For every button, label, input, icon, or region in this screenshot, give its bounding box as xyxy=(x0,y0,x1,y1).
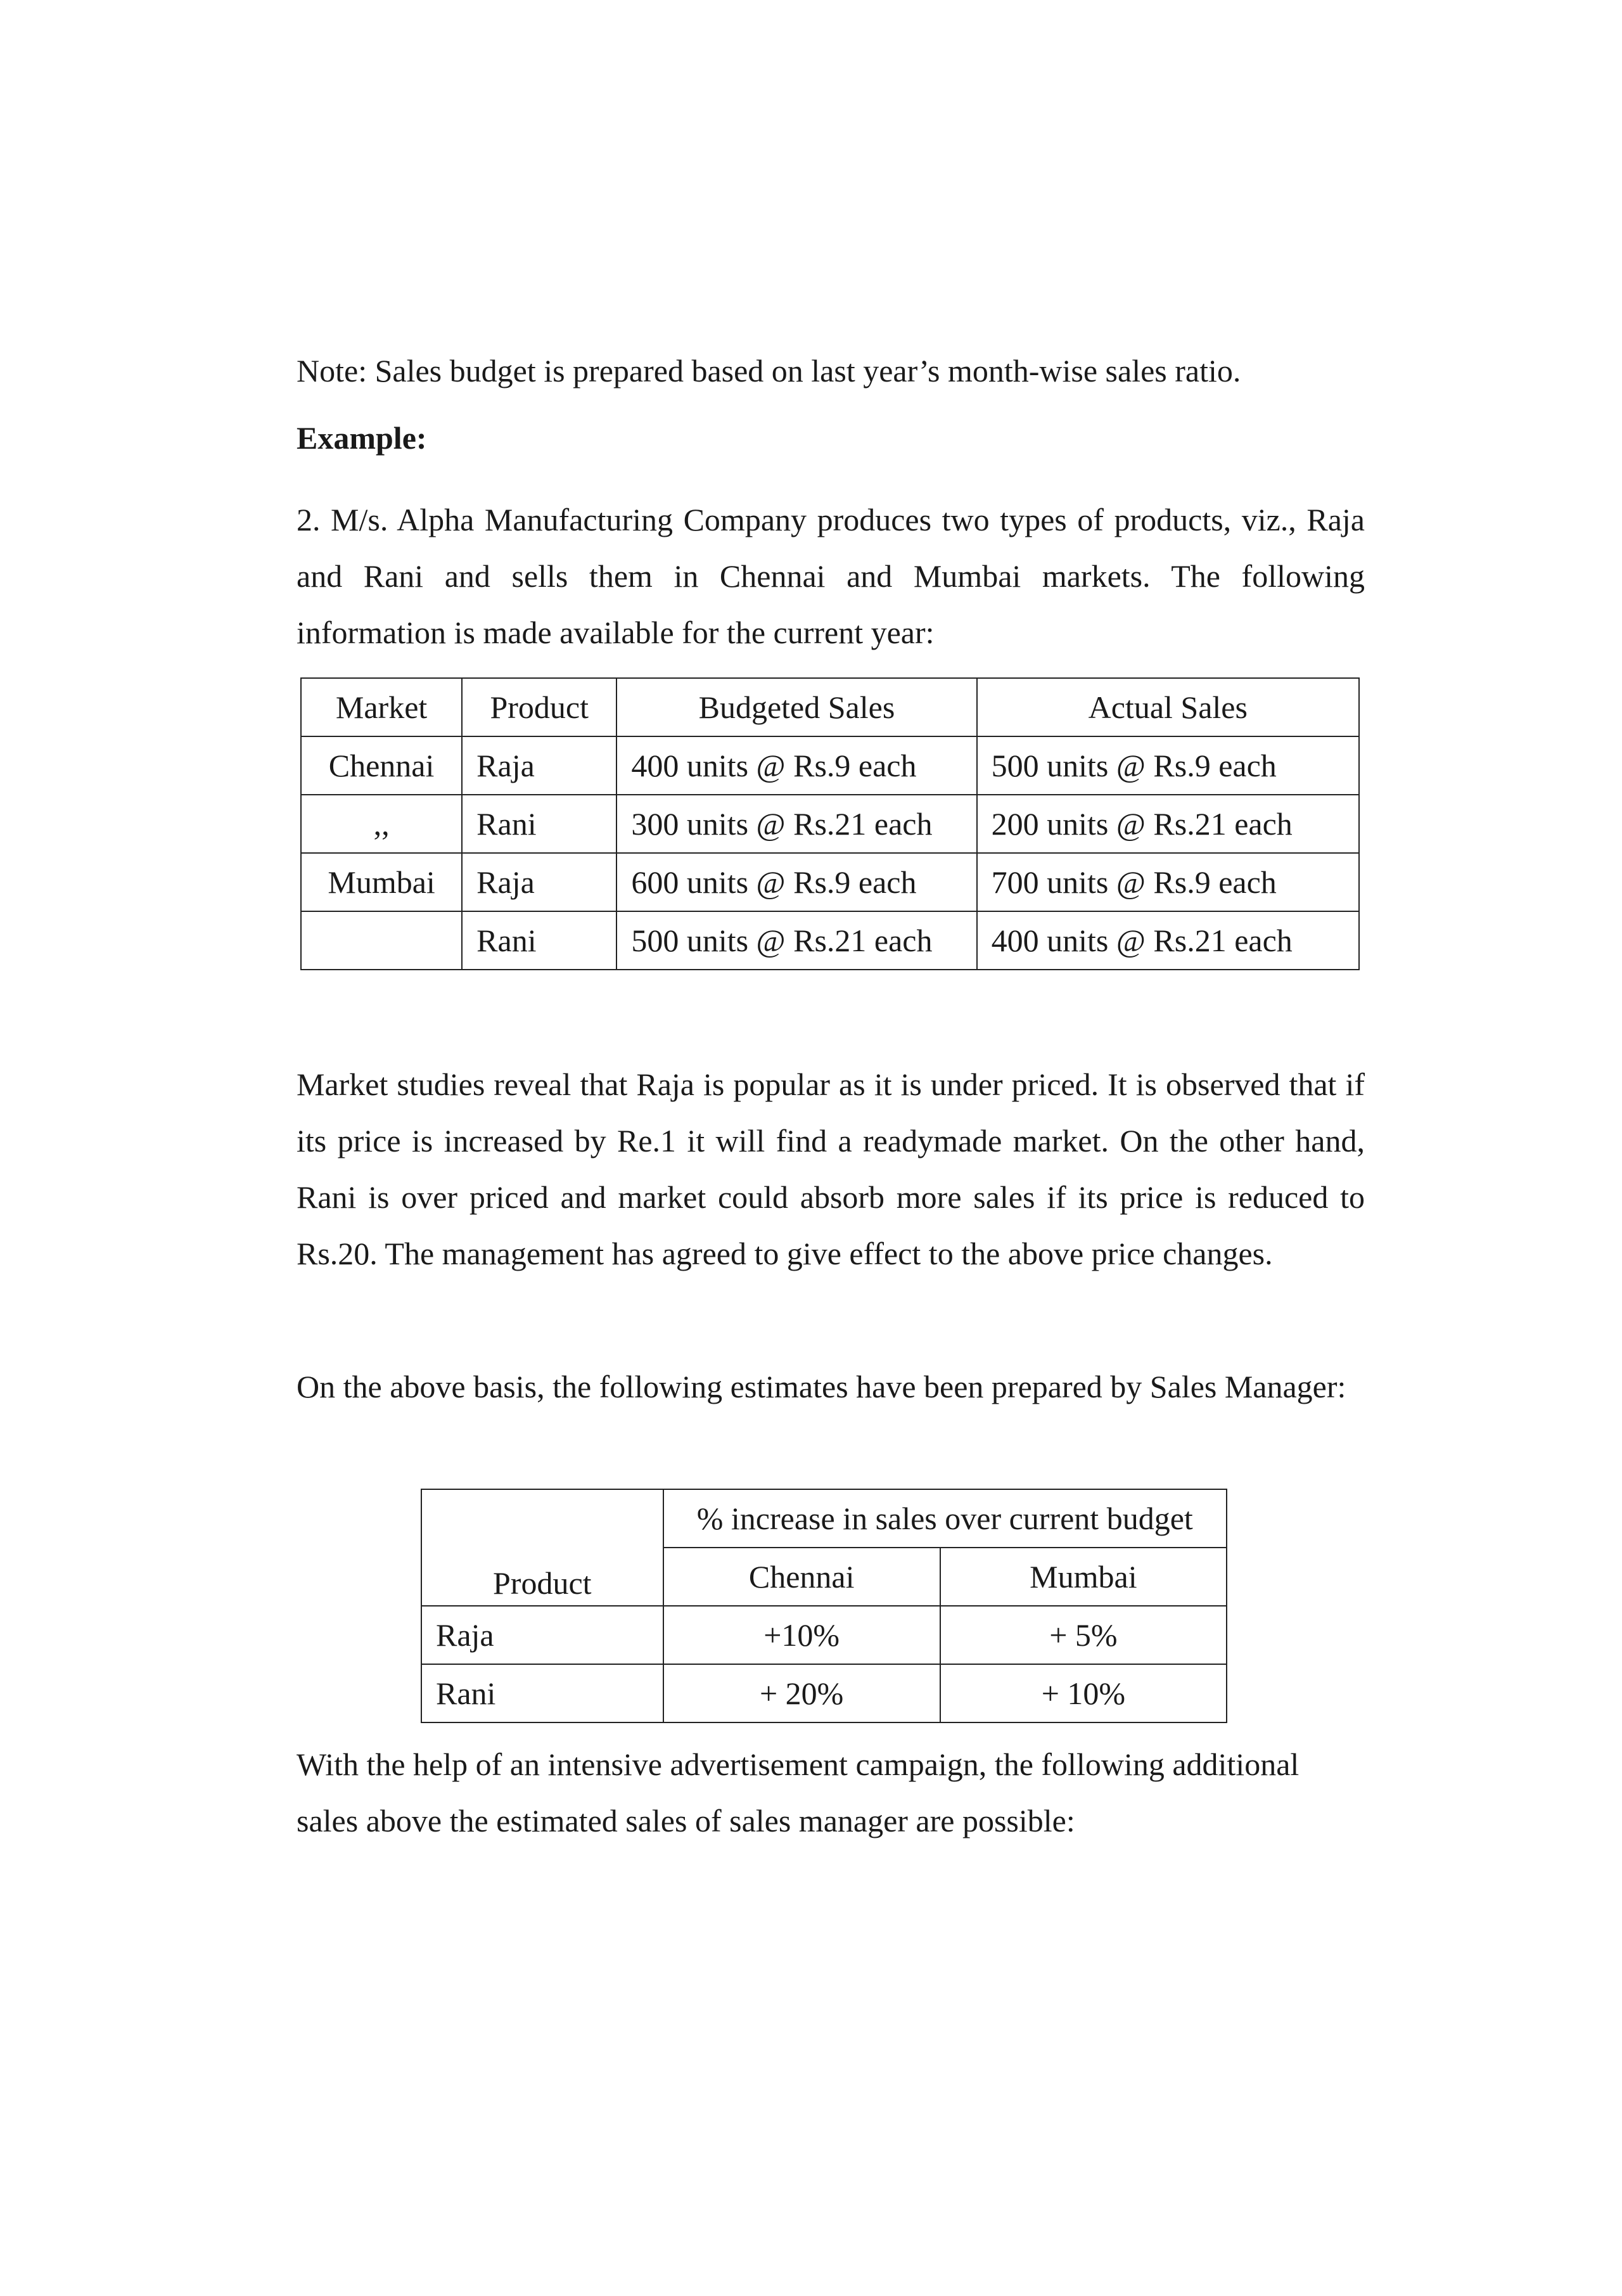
table-row xyxy=(301,911,1359,970)
cell-market xyxy=(301,911,462,970)
cell-budgeted: 600 units @ Rs.9 each xyxy=(616,853,976,911)
table-row xyxy=(421,1664,1227,1722)
header-increase-group: % increase in sales over current budget xyxy=(663,1489,1227,1548)
cell-budgeted: 400 units @ Rs.9 each xyxy=(616,736,976,795)
table-row xyxy=(301,853,1359,911)
cell-product: Raja xyxy=(462,736,616,795)
note-text: Note: Sales budget is prepared based on last year’s month-wise sales ratio. xyxy=(297,353,1241,388)
header-chennai: Chennai xyxy=(663,1548,940,1606)
cell-market: Mumbai xyxy=(301,853,462,911)
cell-actual: 700 units @ Rs.9 each xyxy=(977,853,1359,911)
intro-paragraph: 2. M/s. Alpha Manufacturing Company produces two types of products, viz., Raja and Rani and sells them in Chennai and Mumbai markets. The following information is made available for the current year: xyxy=(297,502,1365,650)
header-actual-sales: Actual Sales xyxy=(977,678,1359,736)
header-market: Market xyxy=(301,678,462,736)
sales-table xyxy=(300,677,1360,970)
header-mumbai: Mumbai xyxy=(940,1548,1227,1606)
table-row xyxy=(301,795,1359,853)
cell-product: Rani xyxy=(462,795,616,853)
table-row xyxy=(301,736,1359,795)
cell-budgeted: 500 units @ Rs.21 each xyxy=(616,911,976,970)
estimates-paragraph: On the above basis, the following estimates have been prepared by Sales Manager: xyxy=(297,1369,1346,1404)
cell-mumbai: + 10% xyxy=(940,1664,1227,1722)
cell-product: Rani xyxy=(421,1664,663,1722)
cell-actual: 200 units @ Rs.21 each xyxy=(977,795,1359,853)
table-header-row xyxy=(421,1489,1227,1548)
cell-product: Raja xyxy=(462,853,616,911)
cell-chennai: +10% xyxy=(663,1606,940,1664)
cell-market: ,, xyxy=(301,795,462,853)
header-budgeted-sales: Budgeted Sales xyxy=(616,678,976,736)
example-heading: Example: xyxy=(297,420,427,456)
header-product: Product xyxy=(462,678,616,736)
cell-actual: 500 units @ Rs.9 each xyxy=(977,736,1359,795)
cell-product: Rani xyxy=(462,911,616,970)
table-row xyxy=(421,1606,1227,1664)
cell-product: Raja xyxy=(421,1606,663,1664)
table-header-row xyxy=(301,678,1359,736)
advertisement-paragraph: With the help of an intensive advertisement campaign, the following additional sales above the estimated sales of sales manager are possible: xyxy=(297,1747,1300,1838)
header-product: Product xyxy=(421,1489,663,1606)
cell-mumbai: + 5% xyxy=(940,1606,1227,1664)
market-paragraph: Market studies reveal that Raja is popular as it is under priced. It is observed that if its price is increased by Re.1 it will find a readymade market. On the other hand, Rani is over priced and market could absorb more sales if its price is reduced to Rs.20. The management has agreed to give effect to the above price changes. xyxy=(297,1067,1365,1271)
cell-market: Chennai xyxy=(301,736,462,795)
cell-actual: 400 units @ Rs.21 each xyxy=(977,911,1359,970)
increase-table xyxy=(421,1489,1227,1723)
cell-chennai: + 20% xyxy=(663,1664,940,1722)
cell-budgeted: 300 units @ Rs.21 each xyxy=(616,795,976,853)
